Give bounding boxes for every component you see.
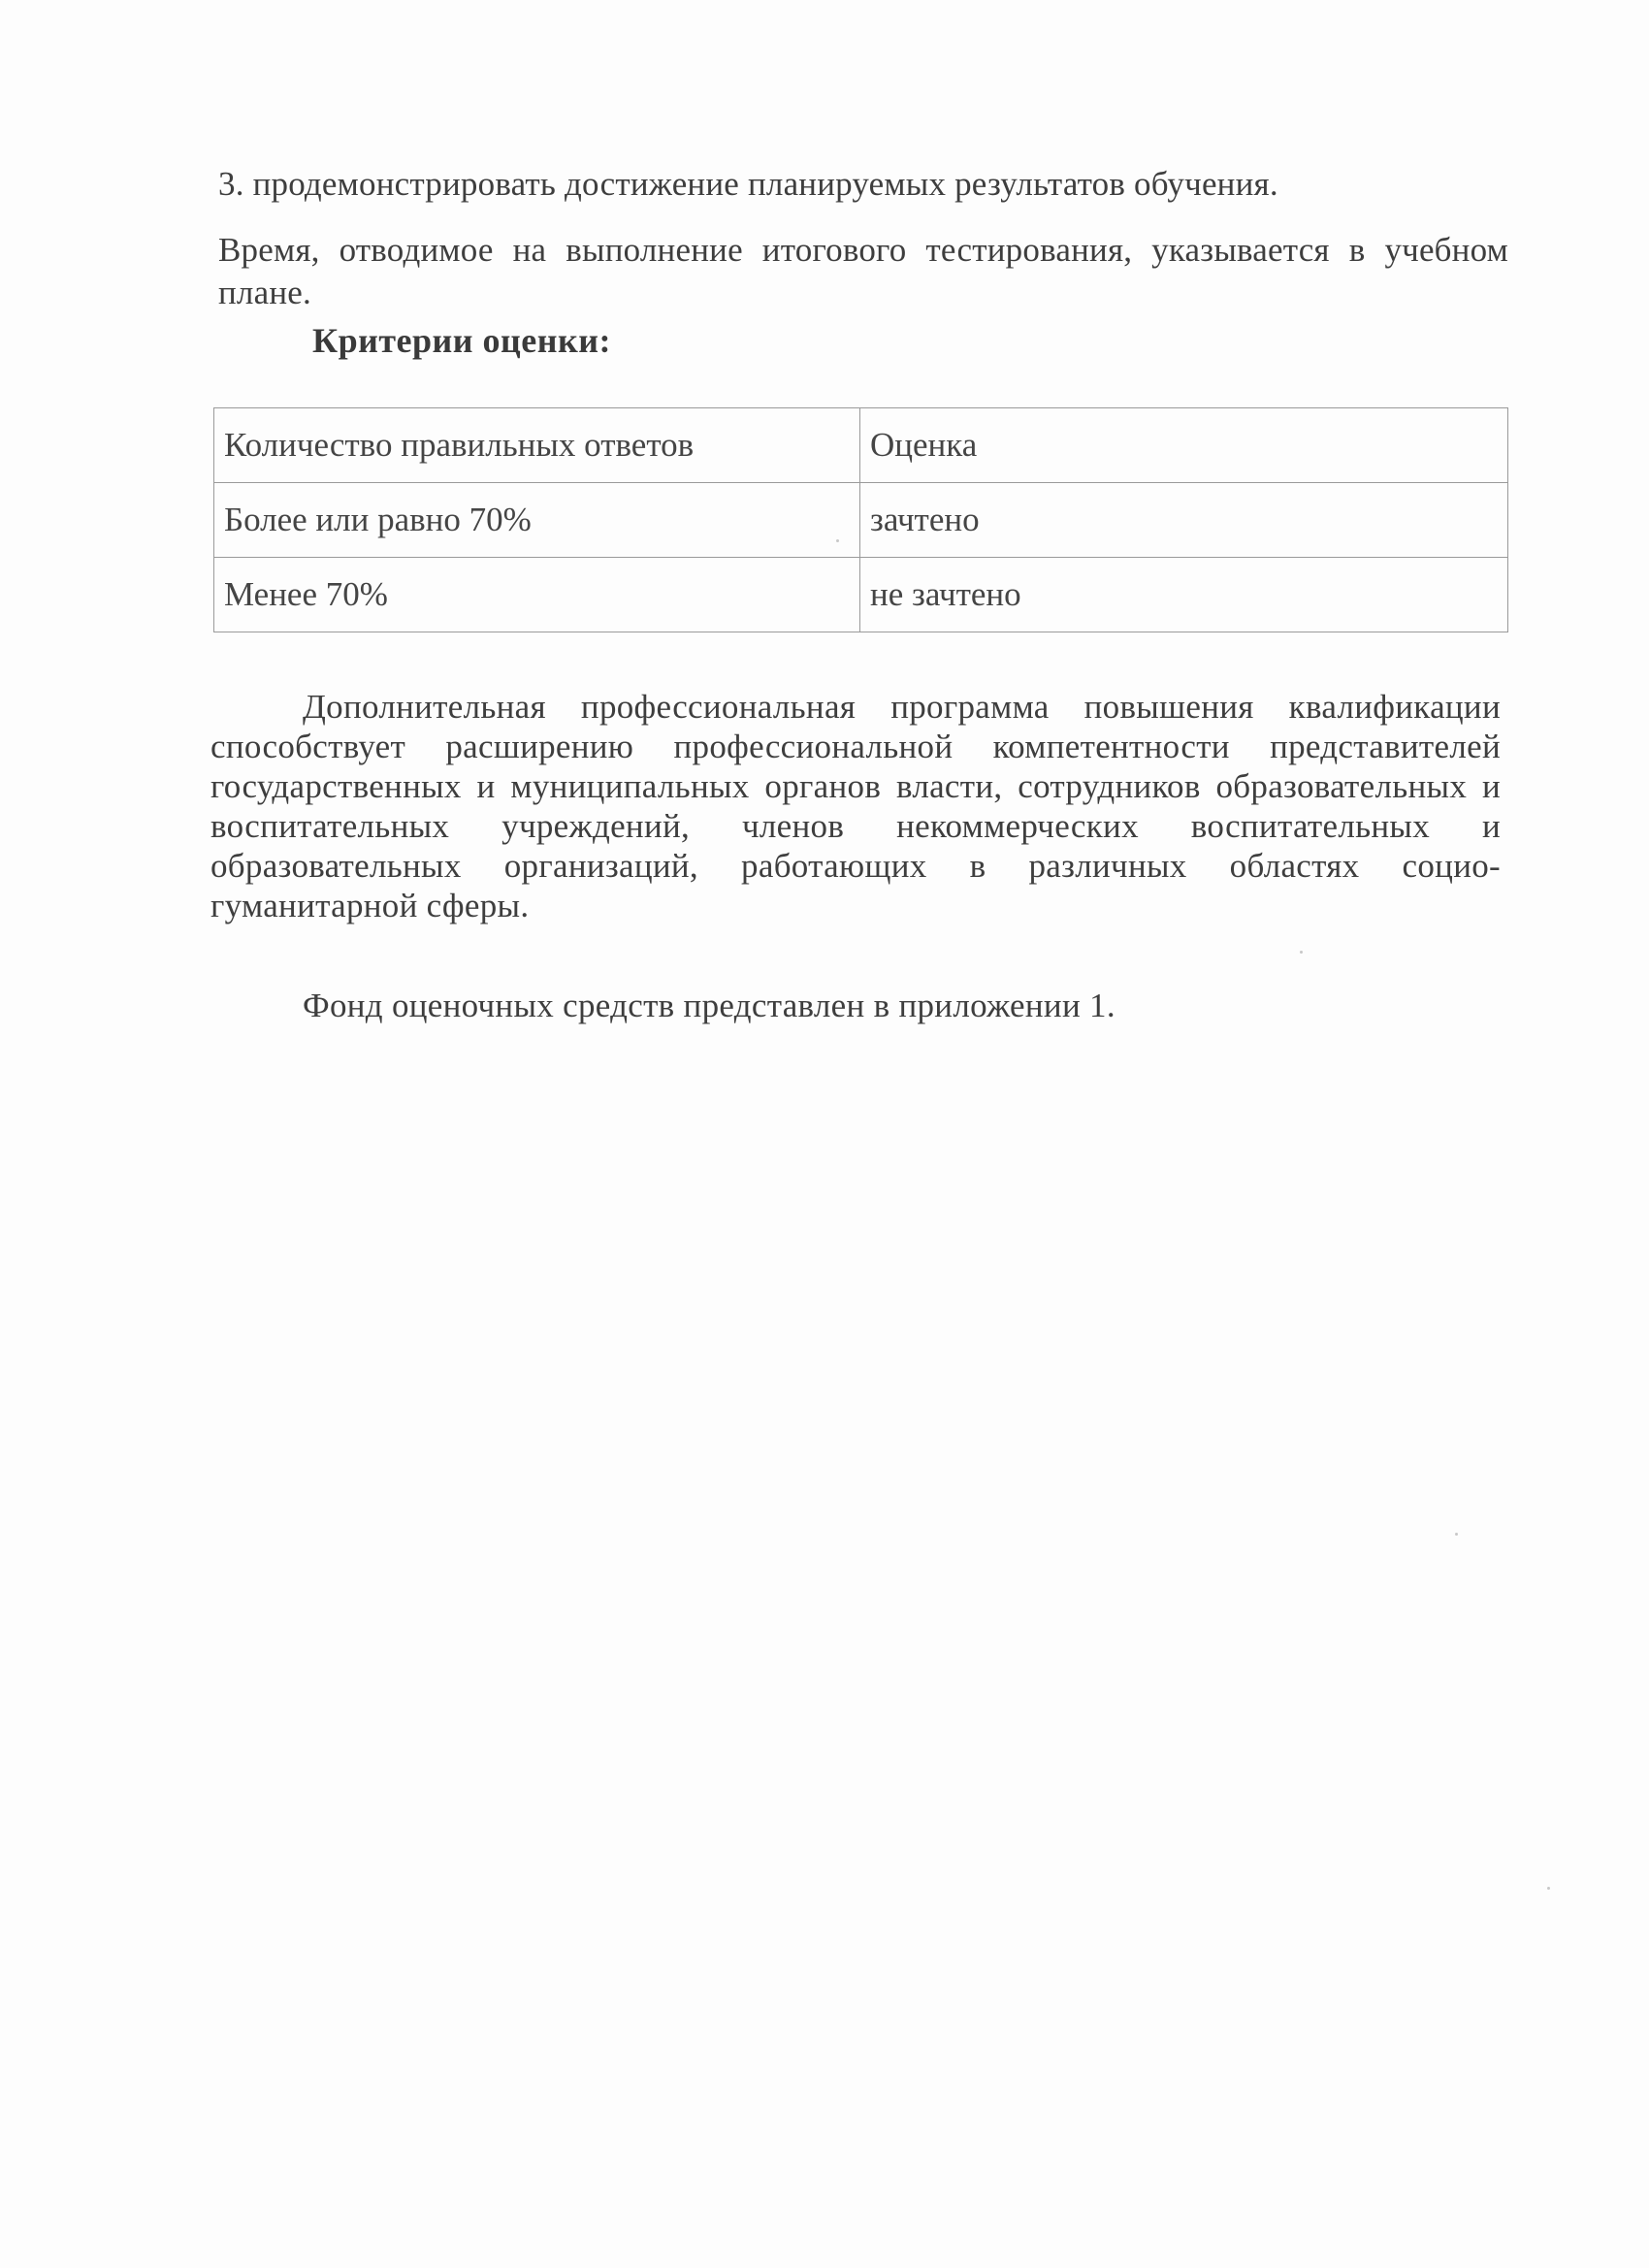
table-cell-threshold: Менее 70% bbox=[214, 558, 860, 632]
program-description-paragraph: Дополнительная профессиональная программа повышения квалификации способствует расширению профессиональной компетентности представителей государственных и муниципальных органов власти, сотрудников образовательных и воспитательных учреждений, членов некоммерческих воспитательных и образовательных организаций, работающих в различных областях социо-гуманитарной сферы. bbox=[210, 688, 1501, 924]
table-row bbox=[214, 558, 1508, 632]
header-correct-answers: Количество правильных ответов bbox=[214, 408, 860, 483]
assessment-fund-note: Фонд оценочных средств представлен в приложении 1. bbox=[303, 987, 1116, 1024]
table-header-row bbox=[214, 408, 1508, 483]
header-grade: Оценка bbox=[860, 408, 1508, 483]
table-cell-grade: зачтено bbox=[860, 483, 1508, 558]
table-cell-threshold: Более или равно 70% bbox=[214, 483, 860, 558]
table-cell-grade: не зачтено bbox=[860, 558, 1508, 632]
scan-speck bbox=[1455, 1533, 1458, 1536]
table-row bbox=[214, 483, 1508, 558]
scan-speck bbox=[1547, 1887, 1550, 1890]
list-item-3: 3. продемонстрировать достижение планируемых результатов обучения. bbox=[218, 165, 1278, 203]
scan-speck bbox=[1300, 951, 1303, 954]
grading-criteria-table bbox=[213, 407, 1508, 632]
testing-time-note: Время, отводимое на выполнение итогового тестирования, указывается в учебном плане. bbox=[218, 231, 1508, 311]
criteria-heading: Критерии оценки: bbox=[312, 321, 611, 360]
scan-speck bbox=[836, 539, 839, 542]
